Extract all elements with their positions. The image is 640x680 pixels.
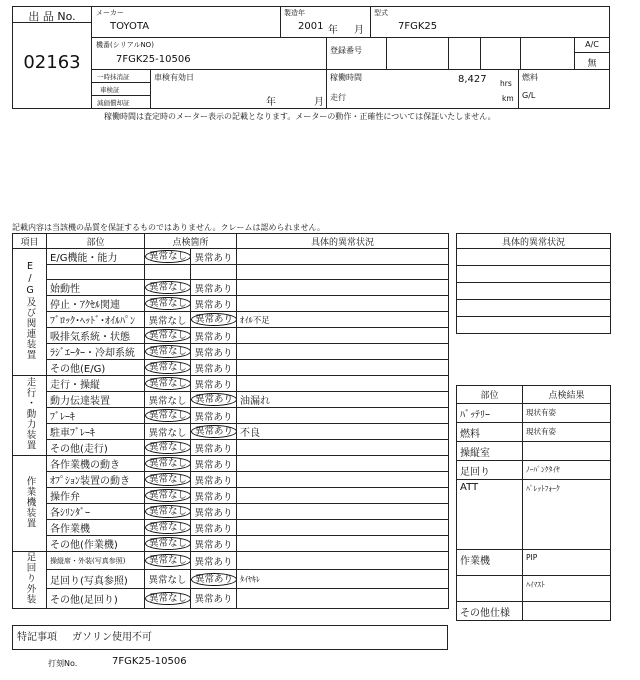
status-normal-cell[interactable] xyxy=(145,280,191,296)
inspection-row xyxy=(13,408,449,424)
status-abnormal: 異常あり xyxy=(191,313,237,326)
part-label: 各作業機 xyxy=(47,520,145,536)
part-label: ﾌﾞﾛｯｸ･ﾍｯﾄﾞ･ｵｲﾙﾊﾟﾝ xyxy=(47,312,145,328)
stamp-label: 打刻No. xyxy=(48,659,78,668)
part-label: E/G機能・能力 xyxy=(47,249,145,265)
inspection-row xyxy=(13,344,449,360)
serial-label: 機番(シリアルNO) xyxy=(96,41,154,49)
result-value xyxy=(523,602,611,621)
status-normal-cell[interactable] xyxy=(145,424,191,440)
result-value: 現状有姿 xyxy=(523,423,611,442)
right-detail-cell xyxy=(457,266,611,283)
result-row xyxy=(457,423,611,442)
section-name xyxy=(13,552,47,609)
section-name-text: 作業機装置 xyxy=(24,475,36,529)
result-row xyxy=(457,442,611,461)
h-line-1 xyxy=(92,37,610,38)
status-abnormal-cell[interactable] xyxy=(191,265,237,280)
status-abnormal-cell[interactable] xyxy=(191,376,237,392)
detail-cell xyxy=(237,280,449,296)
inspection-row xyxy=(13,440,449,456)
part-label: その他(作業機) xyxy=(47,536,145,552)
result-row xyxy=(457,461,611,480)
detail-cell xyxy=(237,520,449,536)
v-line-b xyxy=(480,37,481,69)
header-detail: 具体的異常状況 xyxy=(237,234,449,249)
status-abnormal-cell[interactable] xyxy=(191,408,237,424)
status-normal-cell[interactable] xyxy=(145,265,191,280)
status-normal-cell[interactable] xyxy=(145,520,191,536)
part-label: その他(E/G) xyxy=(47,360,145,376)
remarks-value: ガソリン使用不可 xyxy=(72,632,152,643)
inspection-row xyxy=(13,360,449,376)
inspection-row xyxy=(13,328,449,344)
part-label: ﾌﾞﾚｰｷ xyxy=(47,408,145,424)
status-abnormal: 異常あり xyxy=(194,491,233,503)
year-label: 製造年 xyxy=(284,9,305,17)
status-normal-cell[interactable] xyxy=(145,589,191,608)
part-label: 足回り(写真参照) xyxy=(47,570,145,589)
status-normal: 異常なし xyxy=(145,297,191,310)
status-abnormal-cell[interactable] xyxy=(191,344,237,360)
v-line-a xyxy=(448,37,449,69)
detail-cell: ｵｲﾙ不足 xyxy=(237,312,449,328)
ac-divider xyxy=(574,52,610,53)
right-detail-cell xyxy=(457,249,611,266)
result-value: 現状有姿 xyxy=(523,404,611,423)
part-label: 各ｼﾘﾝﾀﾞｰ xyxy=(47,504,145,520)
status-abnormal: 異常あり xyxy=(194,443,233,455)
status-normal: 異常なし xyxy=(148,395,187,407)
right-detail-cell xyxy=(457,283,611,300)
meter-note: 稼働時間は査定時のメーター表示の記載となります。メーターの動作・正確性については保証いたしません。 xyxy=(104,112,496,121)
inspection-year: 年 xyxy=(266,97,276,108)
status-normal-cell[interactable] xyxy=(145,552,191,570)
inspection-row xyxy=(13,392,449,408)
status-normal-cell[interactable] xyxy=(145,570,191,589)
detail-cell xyxy=(237,536,449,552)
status-abnormal-cell[interactable] xyxy=(191,552,237,570)
right-result-header: 点検結果 xyxy=(523,386,611,404)
detail-cell xyxy=(237,296,449,312)
inspection-row xyxy=(13,536,449,552)
status-abnormal: 異常あり xyxy=(191,425,237,438)
right-detail-row xyxy=(457,266,611,283)
result-row xyxy=(457,550,611,576)
quality-note: 記載内容は当該機の品質を保証するものではありません。クレームは認められません。 xyxy=(12,223,325,232)
result-value: PIP xyxy=(523,550,611,576)
right-detail-table xyxy=(456,233,611,334)
status-normal: 異常なし xyxy=(148,315,187,327)
status-normal: 異常なし xyxy=(145,409,191,422)
result-value: ﾊﾟﾚｯﾄﾌｫｰｸ xyxy=(523,480,611,550)
detail-cell xyxy=(237,376,449,392)
status-abnormal: 異常あり xyxy=(194,556,233,568)
status-normal: 異常なし xyxy=(145,441,191,454)
result-row xyxy=(457,602,611,621)
result-part: 操縦室 xyxy=(457,442,523,461)
inspection-row xyxy=(13,589,449,608)
permit-line-1 xyxy=(92,82,150,83)
result-part: その他仕様 xyxy=(457,602,523,621)
status-normal-cell[interactable] xyxy=(145,472,191,488)
part-label: 停止・ｱｸｾﾙ関連 xyxy=(47,296,145,312)
status-normal: 異常なし xyxy=(145,505,191,518)
status-normal: 異常なし xyxy=(145,521,191,534)
detail-cell xyxy=(237,552,449,570)
status-abnormal-cell[interactable] xyxy=(191,280,237,296)
status-normal: 異常なし xyxy=(145,377,191,390)
v-line-reg2 xyxy=(386,37,387,69)
status-abnormal-cell[interactable] xyxy=(191,312,237,328)
right-detail-cell xyxy=(457,300,611,317)
inspection-row xyxy=(13,472,449,488)
part-label: 駐車ﾌﾞﾚｰｷ xyxy=(47,424,145,440)
permit-line-2 xyxy=(92,95,150,96)
inspection-row xyxy=(13,552,449,570)
ac-value: 無 xyxy=(587,59,597,69)
status-abnormal-cell[interactable] xyxy=(191,504,237,520)
status-abnormal: 異常あり xyxy=(194,539,233,551)
status-abnormal-cell[interactable] xyxy=(191,520,237,536)
result-value: ﾉｰﾊﾟﾝｸﾀｲﾔ xyxy=(523,461,611,480)
detail-cell xyxy=(237,328,449,344)
status-abnormal: 異常あり xyxy=(194,299,233,311)
status-abnormal-cell[interactable] xyxy=(191,536,237,552)
status-abnormal-cell[interactable] xyxy=(191,488,237,504)
part-label: 走行・操縦 xyxy=(47,376,145,392)
status-normal: 異常なし xyxy=(145,537,191,550)
part-label: 各作業機の動き xyxy=(47,456,145,472)
hours-unit: hrs xyxy=(500,79,512,88)
status-abnormal-cell[interactable] xyxy=(191,328,237,344)
status-abnormal-cell[interactable] xyxy=(191,392,237,408)
section-name-text: 足回り外装 xyxy=(24,552,36,605)
km-unit: km xyxy=(502,94,514,103)
section-name xyxy=(13,249,47,376)
v-line-c xyxy=(520,37,521,69)
result-part: 足回り xyxy=(457,461,523,480)
reg-label: 登録番号 xyxy=(330,46,362,55)
inspection-row xyxy=(13,280,449,296)
h-line-2 xyxy=(92,69,610,70)
status-abnormal: 異常あり xyxy=(194,252,233,264)
status-normal-cell[interactable] xyxy=(145,344,191,360)
status-normal: 異常なし xyxy=(145,554,191,567)
detail-cell xyxy=(237,488,449,504)
status-abnormal-cell[interactable] xyxy=(191,589,237,608)
status-normal-cell[interactable] xyxy=(145,249,191,265)
status-abnormal: 異常あり xyxy=(191,573,237,586)
status-normal: 異常なし xyxy=(145,345,191,358)
lot-label: 出 品 No. xyxy=(28,10,76,23)
right-part-header: 部位 xyxy=(457,386,523,404)
status-normal-cell[interactable] xyxy=(145,536,191,552)
year-unit: 年 xyxy=(328,25,338,36)
detail-cell xyxy=(237,344,449,360)
inspection-row xyxy=(13,376,449,392)
result-value xyxy=(523,442,611,461)
fuel-value: G/L xyxy=(522,91,536,100)
status-abnormal: 異常あり xyxy=(194,594,233,606)
result-part: 作業機 xyxy=(457,550,523,576)
status-normal: 異常なし xyxy=(145,473,191,486)
status-normal: 異常なし xyxy=(148,427,187,439)
part-label: ｵﾌﾟｼｮﾝ装置の動き xyxy=(47,472,145,488)
status-normal-cell[interactable] xyxy=(145,504,191,520)
status-normal-cell[interactable] xyxy=(145,296,191,312)
status-normal-cell[interactable] xyxy=(145,376,191,392)
detail-cell: ﾀｲﾔｷﾚ xyxy=(237,570,449,589)
ac-label: A/C xyxy=(585,40,599,49)
status-abnormal: 異常あり xyxy=(194,411,233,423)
v-line-reg xyxy=(326,37,327,69)
status-abnormal: 異常あり xyxy=(194,331,233,343)
remarks-label: 特記事項 xyxy=(17,632,57,643)
lot-number: 02163 xyxy=(23,52,81,73)
year-value: 2001 xyxy=(298,21,324,32)
inspection-row xyxy=(13,296,449,312)
status-abnormal: 異常あり xyxy=(191,393,237,406)
part-label: その他(足回り) xyxy=(47,589,145,608)
status-abnormal-cell[interactable] xyxy=(191,570,237,589)
result-part xyxy=(457,576,523,602)
right-detail-row xyxy=(457,249,611,266)
detail-cell xyxy=(237,249,449,265)
inspection-month: 月 xyxy=(314,97,324,108)
status-abnormal-cell[interactable] xyxy=(191,360,237,376)
part-label: 始動性 xyxy=(47,280,145,296)
status-normal: 異常なし xyxy=(145,489,191,502)
model-value: 7FGK25 xyxy=(398,21,438,32)
v-line-hours xyxy=(326,69,327,109)
part-label: その他(走行) xyxy=(47,440,145,456)
status-normal-cell[interactable] xyxy=(145,360,191,376)
status-normal-cell[interactable] xyxy=(145,440,191,456)
result-row xyxy=(457,404,611,423)
result-row xyxy=(457,576,611,602)
detail-cell xyxy=(237,589,449,608)
detail-cell xyxy=(237,440,449,456)
permit-3: 減価償却証 xyxy=(97,99,130,107)
result-part: ﾊﾞｯﾃﾘｰ xyxy=(457,404,523,423)
detail-cell: 油漏れ xyxy=(237,392,449,408)
section-name xyxy=(13,456,47,552)
status-normal: 異常なし xyxy=(145,592,191,605)
status-normal: 異常なし xyxy=(148,575,187,587)
status-abnormal-cell[interactable] xyxy=(191,440,237,456)
detail-cell xyxy=(237,408,449,424)
status-abnormal-cell[interactable] xyxy=(191,424,237,440)
status-abnormal: 異常あり xyxy=(194,347,233,359)
right-detail-row xyxy=(457,283,611,300)
inspection-row xyxy=(13,312,449,328)
right-detail-header: 具体的異常状況 xyxy=(457,234,611,249)
serial-value: 7FGK25-10506 xyxy=(116,54,191,65)
status-abnormal: 異常あり xyxy=(194,379,233,391)
hours-value: 8,427 xyxy=(458,74,487,85)
result-value: ﾊｲﾏｽﾄ xyxy=(523,576,611,602)
detail-cell xyxy=(237,265,449,280)
inspection-table xyxy=(12,233,449,609)
month-unit: 月 xyxy=(354,25,364,36)
header-inspect: 点検箇所 xyxy=(145,234,237,249)
distance-label: 走行 xyxy=(330,93,346,102)
status-normal-cell[interactable] xyxy=(145,328,191,344)
v-line-year xyxy=(280,6,281,37)
result-part: ATT xyxy=(457,480,523,550)
status-normal-cell[interactable] xyxy=(145,408,191,424)
status-abnormal: 異常あり xyxy=(194,283,233,295)
status-normal: 異常なし xyxy=(145,281,191,294)
right-detail-cell xyxy=(457,317,611,334)
v-line-model xyxy=(370,6,371,37)
status-abnormal: 異常あり xyxy=(194,459,233,471)
section-name xyxy=(13,376,47,456)
part-label: 操作弁 xyxy=(47,488,145,504)
result-row xyxy=(457,480,611,550)
status-normal: 異常なし xyxy=(145,361,191,374)
part-label: 操縦席・外装(写真参照) xyxy=(47,552,145,570)
inspection-row xyxy=(13,265,449,280)
status-normal: 異常なし xyxy=(145,329,191,342)
section-name-text: 走行・動力装置 xyxy=(24,377,36,451)
inspection-row xyxy=(13,504,449,520)
hours-label: 稼働時間 xyxy=(330,73,362,82)
inspection-row xyxy=(13,456,449,472)
status-abnormal-cell[interactable] xyxy=(191,456,237,472)
status-abnormal-cell[interactable] xyxy=(191,249,237,265)
status-normal: 異常なし xyxy=(145,250,191,263)
detail-cell xyxy=(237,456,449,472)
status-abnormal-cell[interactable] xyxy=(191,296,237,312)
status-abnormal-cell[interactable] xyxy=(191,472,237,488)
permit-1: 一時抹消証 xyxy=(97,73,130,81)
header-item: 項目 xyxy=(13,234,47,249)
status-normal: 異常なし xyxy=(145,457,191,470)
status-abnormal: 異常あり xyxy=(194,363,233,375)
part-label: ﾗｼﾞｴｰﾀｰ・冷却系統 xyxy=(47,344,145,360)
inspection-row xyxy=(13,424,449,440)
detail-cell xyxy=(237,472,449,488)
permit-2: 車検証 xyxy=(100,86,120,94)
stamp-value: 7FGK25-10506 xyxy=(112,656,187,667)
header-part: 部位 xyxy=(47,234,145,249)
status-normal-cell[interactable] xyxy=(145,488,191,504)
detail-cell: 不良 xyxy=(237,424,449,440)
status-normal-cell[interactable] xyxy=(145,456,191,472)
v-line-permit xyxy=(150,69,151,109)
right-detail-row xyxy=(457,300,611,317)
part-label xyxy=(47,265,145,280)
detail-cell xyxy=(237,360,449,376)
status-abnormal: 異常あり xyxy=(194,475,233,487)
part-label: 動力伝達装置 xyxy=(47,392,145,408)
model-label: 型式 xyxy=(374,9,388,17)
inspection-row xyxy=(13,520,449,536)
status-abnormal: 異常あり xyxy=(194,507,233,519)
right-result-table xyxy=(456,385,611,621)
fuel-label: 燃料 xyxy=(522,73,538,82)
result-part: 燃料 xyxy=(457,423,523,442)
detail-cell xyxy=(237,504,449,520)
status-normal-cell[interactable] xyxy=(145,392,191,408)
inspection-row xyxy=(13,249,449,265)
status-normal-cell[interactable] xyxy=(145,312,191,328)
v-line-fuel xyxy=(518,69,519,109)
right-detail-row xyxy=(457,317,611,334)
inspection-row xyxy=(13,570,449,589)
part-label: 吸排気系統・状態 xyxy=(47,328,145,344)
maker-value: TOYOTA xyxy=(110,21,150,32)
maker-label: メーカー xyxy=(96,9,124,17)
status-abnormal: 異常あり xyxy=(194,523,233,535)
section-name-text: E/G及び関連装置 xyxy=(24,261,36,360)
inspection-row xyxy=(13,488,449,504)
inspection-label: 車検有効日 xyxy=(154,73,194,82)
